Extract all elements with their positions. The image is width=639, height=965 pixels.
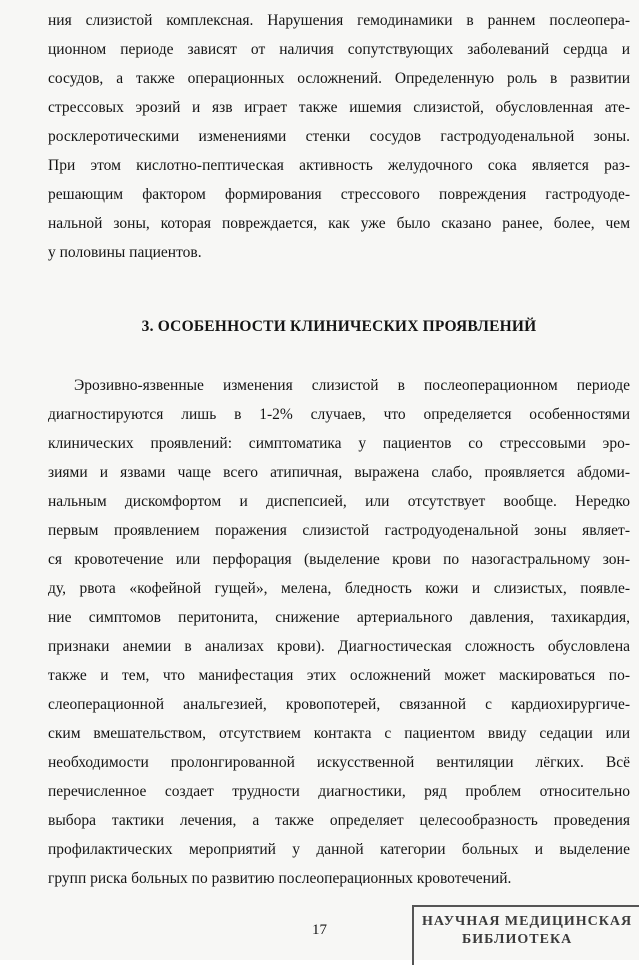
text-line: ским вмешательством, отсутствием контакта с пациентом ввиду седации или	[48, 725, 630, 742]
text-line: ния слизистой комплексная. Нарушения гемодинамики в раннем послеопера-	[48, 12, 630, 29]
paragraph-continuation	[48, 6, 630, 267]
text-line: выбора тактики лечения, а также определяет целесообразность проведения	[48, 812, 630, 829]
text-line: Эрозивно-язвенные изменения слизистой в послеоперационном периоде	[74, 377, 630, 394]
text-line: клинических проявлений: симптоматика у пациентов со стрессовыми эро-	[48, 435, 630, 452]
text-line: групп риска больных по развитию послеоперационных кровотечений.	[48, 870, 512, 887]
text-line: диагностируются лишь в 1-2% случаев, что определяется особенностями	[48, 406, 630, 423]
stamp-line: БИБЛИОТЕКА	[462, 932, 573, 947]
text-line: также и тем, что манифестация этих осложнений может маскироваться по-	[48, 667, 630, 684]
library-stamp	[412, 905, 639, 965]
text-line: росклеротическими изменениями стенки сосудов гастродуоденальной зоны.	[48, 128, 630, 145]
text-line: ся кровотечение или перфорация (выделение крови по назогастральному зон-	[48, 551, 630, 568]
text-line: слеоперационной анальгезией, кровопотерей, связанной с кардиохирургиче-	[48, 696, 630, 713]
text-line: ние симптомов перитонита, снижение артериального давления, тахикардия,	[48, 609, 630, 626]
text-line: ционном периоде зависят от наличия сопутствующих заболеваний сердца и	[48, 41, 630, 58]
section-heading: 3. ОСОБЕННОСТИ КЛИНИЧЕСКИХ ПРОЯВЛЕНИЙ	[141, 318, 537, 335]
text-line: первым проявлением поражения слизистой гастродуоденальной зоны являет-	[48, 522, 630, 539]
text-line: стрессовых эрозий и язв играет также ишемия слизистой, обусловленная ате-	[48, 99, 630, 116]
text-line: решающим фактором формирования стрессового повреждения гастродуоде-	[48, 186, 630, 203]
text-line: сосудов, а также операционных осложнений. Определенную роль в развитии	[48, 70, 630, 87]
text-line: зиями и язвами чаще всего атипичная, выражена слабо, проявляется абдоми-	[48, 464, 630, 481]
text-line: При этом кислотно-пептическая активность желудочного сока является раз-	[48, 157, 630, 174]
text-line: перечисленное создает трудности диагностики, ряд проблем относительно	[48, 783, 630, 800]
text-line: необходимости пролонгированной искусственной вентиляции лёгких. Всё	[48, 754, 630, 771]
text-line: нальным дискомфортом и диспепсией, или отсутствует вообще. Нередко	[48, 493, 630, 510]
paragraph-clinical	[48, 371, 630, 893]
text-line: у половины пациентов.	[48, 244, 202, 261]
text-line: признаки анемии в анализах крови). Диагностическая сложность обусловлена	[48, 638, 630, 655]
stamp-line: НАУЧНАЯ МЕДИЦИНСКАЯ	[422, 914, 633, 929]
page-number: 17	[312, 922, 327, 938]
text-line: нальной зоны, которая повреждается, как уже было сказано ранее, более, чем	[48, 215, 630, 232]
text-line: профилактических мероприятий у данной категории больных и выделение	[48, 841, 630, 858]
text-line: ду, рвота «кофейной гущей», мелена, бледность кожи и слизистых, появле-	[48, 580, 630, 597]
